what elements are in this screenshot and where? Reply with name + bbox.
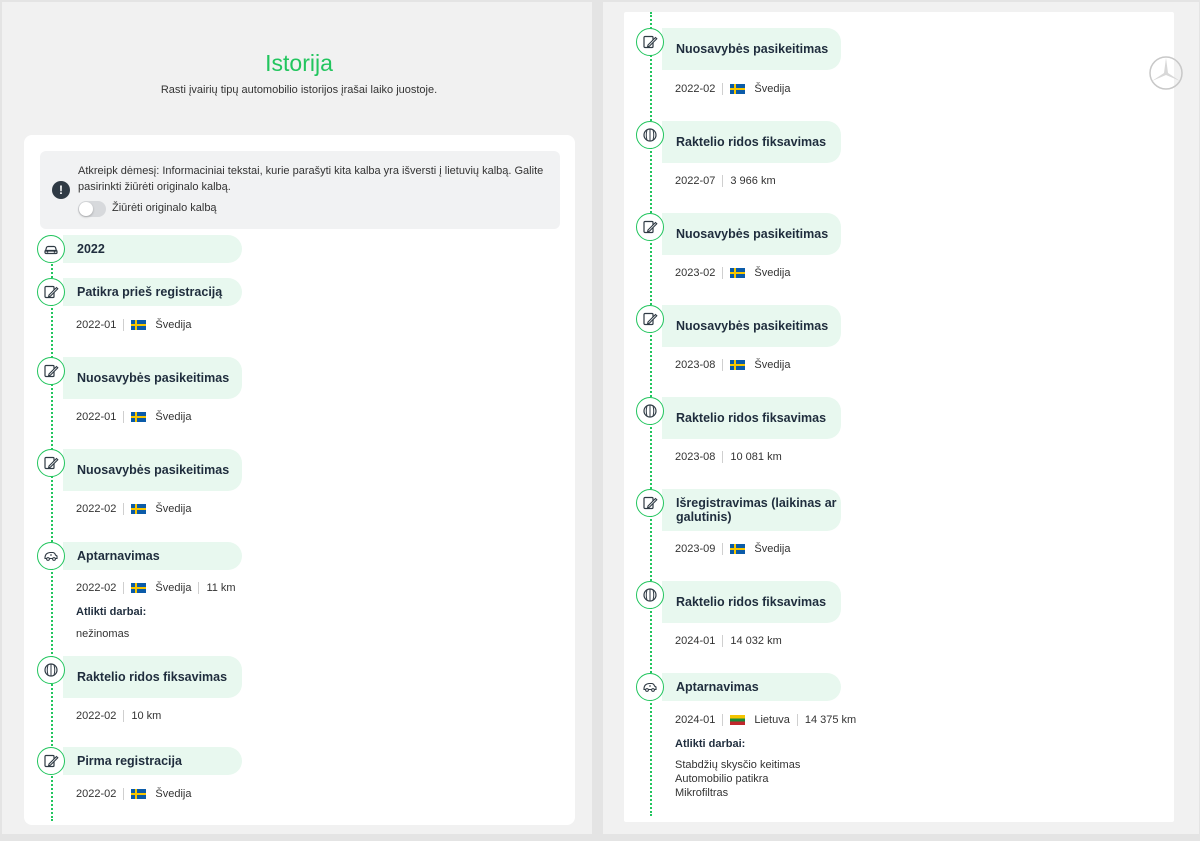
history-card-continued bbox=[624, 12, 1174, 822]
service-icon bbox=[636, 673, 664, 701]
event-country: Švedija bbox=[155, 582, 192, 594]
event-date: 2022-02 bbox=[76, 503, 117, 515]
event-meta bbox=[675, 635, 782, 647]
event-title: Aptarnavimas bbox=[63, 542, 242, 570]
event-date: 2023-09 bbox=[675, 543, 716, 555]
sweden-flag-icon bbox=[730, 544, 745, 554]
edit-document-icon bbox=[636, 28, 664, 56]
event-country: Švedija bbox=[754, 543, 791, 555]
key-mileage-icon bbox=[636, 121, 664, 149]
translation-notice bbox=[40, 151, 560, 229]
event-country: Švedija bbox=[155, 788, 192, 800]
event-title: Nuosavybės pasikeitimas bbox=[63, 449, 242, 491]
timeline-line bbox=[51, 249, 53, 821]
key-mileage-icon bbox=[636, 397, 664, 425]
toggle-knob[interactable] bbox=[79, 202, 93, 216]
page-subtitle: Rasti įvairių tipų automobilio istorijos įrašai laiko juostoje. bbox=[160, 84, 438, 96]
event-date: 2022-02 bbox=[675, 83, 716, 95]
event-date: 2024-01 bbox=[675, 635, 716, 647]
event-title: Raktelio ridos fiksavimas bbox=[662, 121, 841, 163]
event-country: Švedija bbox=[155, 411, 192, 423]
event-meta bbox=[675, 451, 782, 463]
year-label: 2022 bbox=[63, 235, 242, 263]
works-label: Atlikti darbai: bbox=[76, 606, 147, 618]
event-mileage: 10 081 km bbox=[730, 451, 782, 463]
works-item: Stabdžių skysčio keitimas bbox=[675, 759, 801, 771]
right-page bbox=[603, 2, 1199, 834]
works-item: nežinomas bbox=[76, 628, 130, 640]
event-title: Raktelio ridos fiksavimas bbox=[63, 656, 242, 698]
notice-text: Atkreipk dėmesį: Informaciniai tekstai, kurie parašyti kita kalba yra išversti į lietuvių kalbą. Galite pasirinkti žiūrėti originalo kalbą. bbox=[78, 165, 544, 193]
works-item: Automobilio patikra bbox=[675, 773, 769, 785]
event-meta bbox=[76, 411, 191, 423]
event-date: 2023-02 bbox=[675, 267, 716, 279]
sweden-flag-icon bbox=[131, 789, 146, 799]
event-title: Nuosavybės pasikeitimas bbox=[662, 213, 841, 255]
event-date: 2022-01 bbox=[76, 411, 117, 423]
event-mileage: 14 032 km bbox=[730, 635, 782, 647]
edit-document-icon bbox=[37, 747, 65, 775]
event-meta bbox=[675, 83, 790, 95]
event-meta bbox=[76, 710, 161, 722]
event-meta bbox=[76, 319, 191, 331]
key-mileage-icon bbox=[636, 581, 664, 609]
sweden-flag-icon bbox=[730, 84, 745, 94]
history-card bbox=[24, 135, 575, 825]
exclamation-icon: ! bbox=[52, 181, 70, 199]
event-title: Pirma registracija bbox=[63, 747, 242, 775]
event-meta bbox=[76, 582, 236, 594]
service-icon bbox=[37, 542, 65, 570]
event-meta bbox=[675, 359, 790, 371]
edit-document-icon bbox=[37, 449, 65, 477]
event-country: Lietuva bbox=[754, 714, 790, 726]
left-page bbox=[2, 2, 592, 834]
event-country: Švedija bbox=[754, 267, 791, 279]
event-mileage: 11 km bbox=[206, 582, 236, 594]
event-title: Raktelio ridos fiksavimas bbox=[662, 397, 841, 439]
event-title: Nuosavybės pasikeitimas bbox=[662, 28, 841, 70]
event-country: Švedija bbox=[155, 503, 192, 515]
event-meta bbox=[76, 503, 191, 515]
original-language-toggle[interactable] bbox=[78, 201, 106, 217]
sweden-flag-icon bbox=[730, 268, 745, 278]
event-mileage: 3 966 km bbox=[730, 175, 776, 187]
toggle-label: Žiūrėti originalo kalbą bbox=[112, 202, 217, 214]
event-date: 2022-02 bbox=[76, 710, 117, 722]
edit-document-icon bbox=[37, 278, 65, 306]
event-country: Švedija bbox=[155, 319, 192, 331]
lithuania-flag-icon bbox=[730, 715, 745, 725]
edit-document-icon bbox=[37, 357, 65, 385]
sweden-flag-icon bbox=[131, 583, 146, 593]
event-date: 2024-01 bbox=[675, 714, 716, 726]
event-date: 2022-07 bbox=[675, 175, 716, 187]
event-country: Švedija bbox=[754, 83, 791, 95]
sweden-flag-icon bbox=[131, 412, 146, 422]
sweden-flag-icon bbox=[131, 504, 146, 514]
sweden-flag-icon bbox=[131, 320, 146, 330]
car-icon bbox=[37, 235, 65, 263]
works-label: Atlikti darbai: bbox=[675, 738, 746, 750]
event-meta bbox=[675, 267, 790, 279]
event-date: 2023-08 bbox=[675, 451, 716, 463]
event-date: 2023-08 bbox=[675, 359, 716, 371]
works-item: Mikrofiltras bbox=[675, 787, 729, 799]
edit-document-icon bbox=[636, 489, 664, 517]
edit-document-icon bbox=[636, 213, 664, 241]
mercedes-logo-icon bbox=[1148, 55, 1184, 91]
event-title: Nuosavybės pasikeitimas bbox=[662, 305, 841, 347]
event-title: Išregistravimas (laikinas ar galutinis) bbox=[662, 489, 841, 531]
key-mileage-icon bbox=[37, 656, 65, 684]
event-title: Patikra prieš registraciją bbox=[63, 278, 242, 306]
event-title: Nuosavybės pasikeitimas bbox=[63, 357, 242, 399]
event-date: 2022-02 bbox=[76, 582, 117, 594]
event-meta bbox=[675, 714, 856, 726]
event-mileage: 14 375 km bbox=[804, 714, 857, 726]
event-date: 2022-02 bbox=[76, 788, 117, 800]
event-meta bbox=[675, 175, 776, 187]
event-title: Raktelio ridos fiksavimas bbox=[662, 581, 841, 623]
event-title: Aptarnavimas bbox=[662, 673, 841, 701]
event-date: 2022-01 bbox=[76, 319, 117, 331]
sweden-flag-icon bbox=[730, 360, 745, 370]
event-meta bbox=[76, 788, 191, 800]
edit-document-icon bbox=[636, 305, 664, 333]
event-meta bbox=[675, 543, 790, 555]
event-country: Švedija bbox=[754, 359, 791, 371]
event-mileage: 10 km bbox=[131, 710, 162, 722]
page-title: Istorija bbox=[265, 50, 333, 76]
